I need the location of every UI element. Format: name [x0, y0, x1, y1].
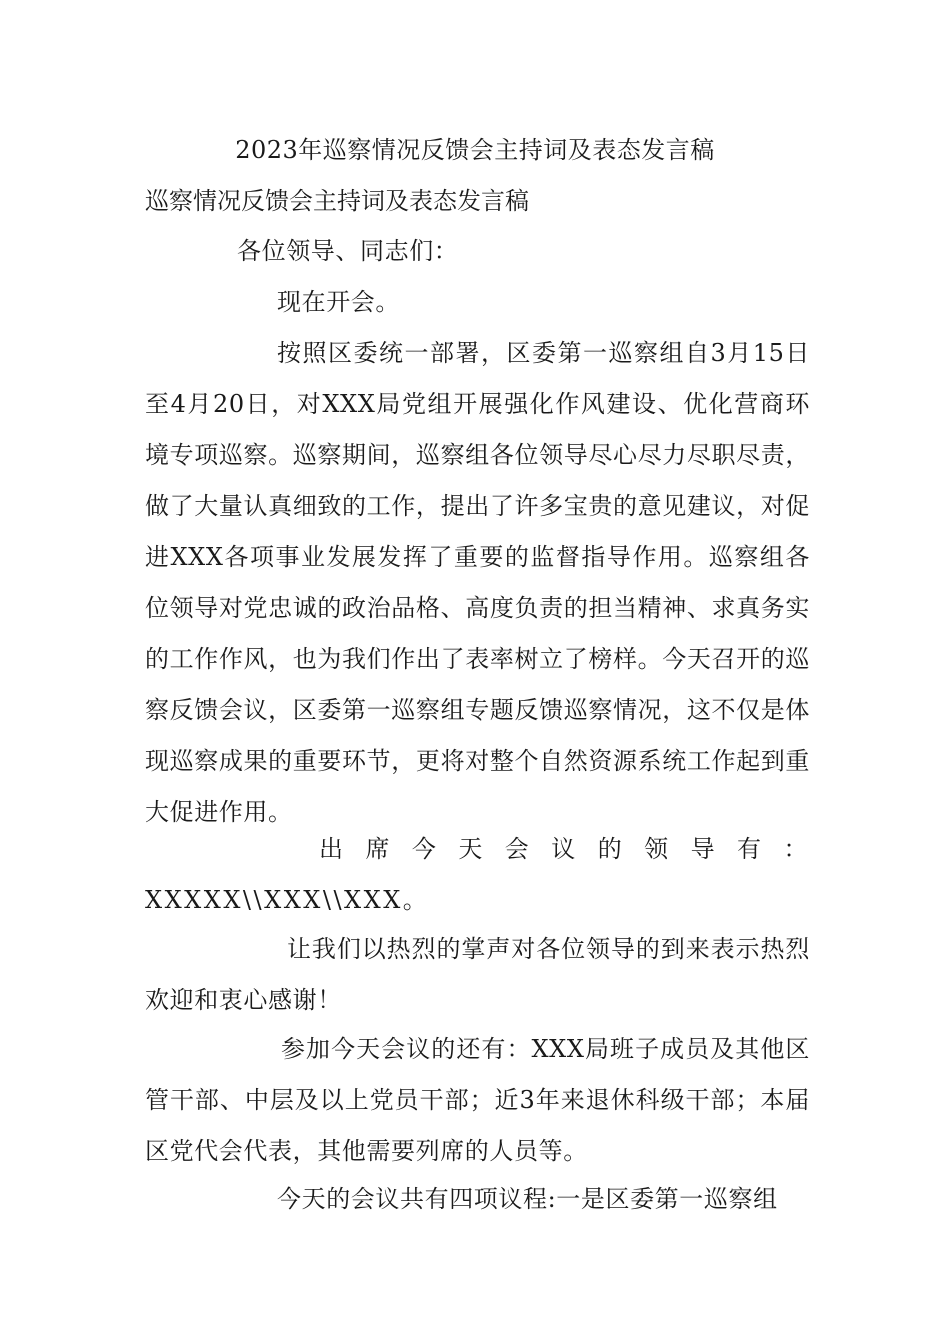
paragraph-attendees: 参加今天会议的还有：XXX局班子成员及其他区管干部、中层及以上党员干部；近3年来退休科级干部；本届区党代会代表，其他需要列席的人员等。: [145, 1035, 810, 1165]
paragraph-applause: 让我们以热烈的掌声对各位领导的到来表示热烈欢迎和衷心感谢！: [145, 935, 810, 1014]
paragraph-leaders: 出席今天会议的领导有：XXXXX\\XXX\\XXX。: [145, 835, 810, 914]
paragraph-greeting: 各位领导、同志们：: [237, 237, 459, 265]
paragraph-main: 按照区委统一部署，区委第一巡察组自3月15日至4月20日，对XXX局党组开展强化作风建设、优化营商环境专项巡察。巡察期间，巡察组各位领导尽心尽力尽职尽责，做了大量认真细致的工作，提出了许多宝贵的意见建议，对促进XXX各项事业发展发挥了重要的监督指导作用。巡察组各位领导对党忠诚的政治品格、高度负责的担当精神、求真务实的工作作风，也为我们作出了表率树立了榜样。今天召开的巡察反馈会议，区委第一巡察组专题反馈巡察情况，这不仅是体现巡察成果的重要环节，更将对整个自然资源系统工作起到重大促进作用。: [145, 339, 810, 826]
document-title: 2023年巡察情况反馈会主持词及表态发言稿: [235, 136, 715, 164]
document-subtitle: 巡察情况反馈会主持词及表态发言稿: [145, 187, 529, 215]
paragraph-agenda: 今天的会议共有四项议程:一是区委第一巡察组: [277, 1185, 778, 1213]
paragraph-opening: 现在开会。: [277, 288, 400, 316]
